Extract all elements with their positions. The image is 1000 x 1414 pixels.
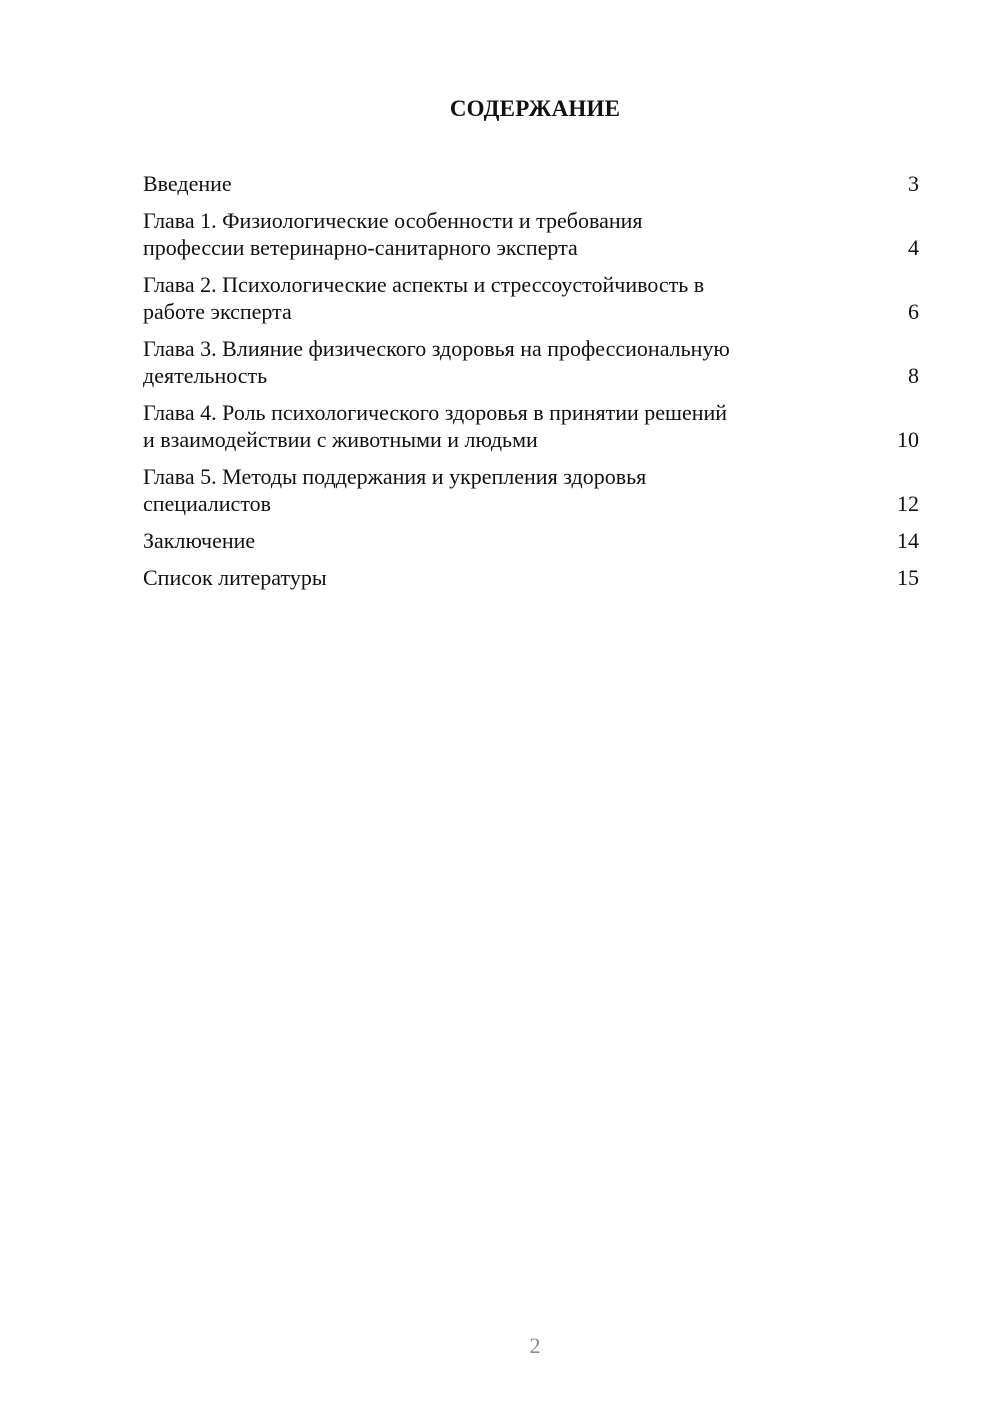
toc-entry-line: Глава 4. Роль психологического здоровья в принятии решений bbox=[143, 400, 728, 425]
toc-page-number: 14 bbox=[897, 528, 919, 553]
toc-page-number: 15 bbox=[897, 565, 919, 590]
toc-entry-chapter-2 bbox=[143, 271, 919, 325]
toc-entry-chapter-1 bbox=[143, 207, 919, 261]
toc-entry-references bbox=[143, 564, 919, 591]
toc-entry-text bbox=[143, 335, 919, 389]
toc-page-number: 8 bbox=[908, 363, 919, 388]
toc-page-number: 6 bbox=[908, 299, 919, 324]
toc-entry-introduction bbox=[143, 170, 919, 197]
toc-entry-line: работе эксперта bbox=[143, 299, 292, 324]
toc-entry-line: и взаимодействии с животными и людьми bbox=[143, 427, 538, 452]
toc-entry-line: Список литературы bbox=[143, 565, 327, 590]
page-number: 2 bbox=[529, 1333, 541, 1358]
toc-entry-text bbox=[143, 207, 919, 261]
toc-entry-text bbox=[143, 527, 919, 554]
page-title: СОДЕРЖАНИЕ bbox=[449, 96, 621, 121]
toc-entry-line: специалистов bbox=[143, 491, 272, 516]
toc-entry-conclusion bbox=[143, 527, 919, 554]
toc-entry-chapter-4 bbox=[143, 399, 919, 453]
toc-page-number: 3 bbox=[908, 171, 919, 196]
toc-entry-text bbox=[143, 170, 919, 197]
toc-entry-line: Введение bbox=[143, 171, 232, 196]
toc-entry-chapter-5 bbox=[143, 463, 919, 517]
toc-page-number: 4 bbox=[908, 235, 919, 260]
toc-entry-line: деятельность bbox=[143, 363, 268, 388]
toc-entry-chapter-3 bbox=[143, 335, 919, 389]
toc-page-number: 12 bbox=[897, 491, 919, 516]
toc-entry-line: профессии ветеринарно-санитарного эксперта bbox=[143, 235, 578, 260]
toc-entry-text bbox=[143, 564, 919, 591]
toc-entry-line: Глава 3. Влияние физического здоровья на профессиональную bbox=[143, 336, 730, 361]
toc-entry-text bbox=[143, 399, 919, 453]
toc-entry-line: Глава 1. Физиологические особенности и требования bbox=[143, 208, 643, 233]
toc-entry-line: Заключение bbox=[143, 528, 256, 553]
toc-entry-line: Глава 5. Методы поддержания и укрепления здоровья bbox=[143, 464, 647, 489]
table-of-contents bbox=[143, 170, 919, 601]
toc-entry-line: Глава 2. Психологические аспекты и стрессоустойчивость в bbox=[143, 272, 705, 297]
toc-entry-text bbox=[143, 271, 919, 325]
toc-entry-text bbox=[143, 463, 919, 517]
toc-page-number: 10 bbox=[897, 427, 919, 452]
